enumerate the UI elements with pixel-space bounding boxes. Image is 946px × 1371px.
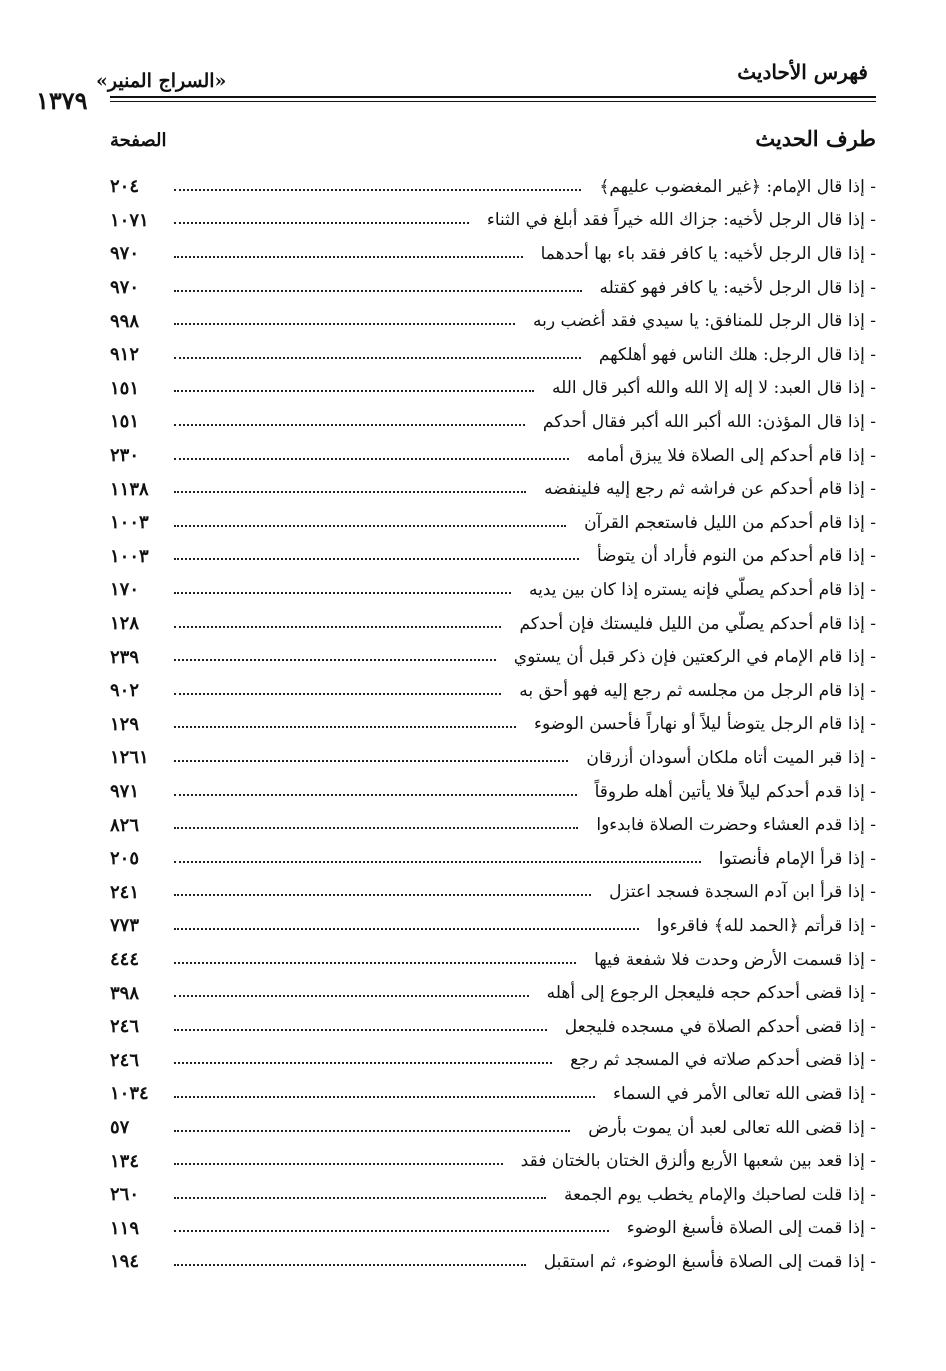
index-entry [110,842,876,876]
dot-leader [174,525,566,527]
dot-leader [174,189,581,191]
page-ref: ٩٩٨ [110,310,140,332]
page-header [0,0,946,115]
index-entry [110,775,876,809]
dot-leader [174,1096,595,1098]
dot-leader [174,357,581,359]
index-entry [110,1212,876,1246]
dot-leader [174,390,534,392]
dot-leader [174,861,701,863]
hadith-text: - إذا قال المؤذن: الله أكبر الله أكبر فقال أحدكم [533,412,876,432]
index-entry [110,237,876,271]
dot-leader [174,794,577,796]
index-entry [110,204,876,238]
dot-leader [174,626,501,628]
dot-leader [174,222,469,224]
dot-leader [174,726,516,728]
page-ref: ١٠٠٣ [110,545,149,567]
hadith-text: - إذا قال العبد: لا إله إلا الله والله أكبر قال الله [542,378,876,398]
dot-leader [174,827,578,829]
index-entry [110,1077,876,1111]
hadith-text: - إذا قام أحدكم من الليل فاستعجم القرآن [574,513,876,533]
page-ref: ١١٣٨ [110,478,149,500]
page-number: ١٣٧٩ [36,86,88,115]
page-ref: ١٥١ [110,377,140,399]
page-ref: ٩٧٠ [110,277,140,299]
hadith-text: - إذا قضى أحدكم الصلاة في مسجده فليجعل [555,1017,876,1037]
page-ref: ٧٧٣ [110,915,140,937]
page-ref: ٩٧١ [110,781,140,803]
section-title: فهرس الأحاديث [737,60,868,84]
page-ref: ٢٠٥ [110,848,140,870]
page-ref: ٣٩٨ [110,982,140,1004]
page-ref: ٢٤١ [110,881,140,903]
page-ref: ٢٤٦ [110,1016,140,1038]
page-ref: ١٢٦١ [110,747,149,769]
dot-leader [174,323,515,325]
hadith-text: - إذا قال الإمام: ﴿غير المغضوب عليهم﴾ [589,176,876,197]
page-ref: ٢٠٤ [110,176,140,198]
dot-leader [174,659,496,661]
hadith-text: - إذا قام أحدكم يصلّي فإنه يستره إذا كان بين يديه [519,580,876,600]
page-ref: ١٠٣٤ [110,1083,149,1105]
hadith-text: - إذا قام أحدكم عن فراشه ثم رجع إليه فلينفضه [534,479,876,499]
book-title: «السراج المنير» [96,70,227,92]
index-entry [110,338,876,372]
hadith-text: - إذا قمت إلى الصلاة فأسبغ الوضوء [617,1218,876,1238]
page-ref: ٢٣٩ [110,646,140,668]
index-entry [110,506,876,540]
dot-leader [174,1264,526,1266]
index-entry [110,976,876,1010]
index-entry [110,808,876,842]
dot-leader [174,995,529,997]
dot-leader [174,458,569,460]
index-entry [110,1111,876,1145]
page-ref: ٢٤٦ [110,1049,140,1071]
dot-leader [174,491,526,493]
page-ref: ٢٣٠ [110,445,140,467]
index-entry [110,573,876,607]
column-heading-page: الصفحة [110,130,167,151]
index-entry [110,1144,876,1178]
hadith-text: - إذا قال الرجل للمنافق: يا سيدي فقد أغضب ربه [523,311,876,331]
page-ref: ٩٧٠ [110,243,140,265]
column-heading-hadith: طرف الحديث [755,126,876,151]
header-rule-thin [110,101,876,102]
hadith-text: - إذا قال الرجل لأخيه: يا كافر فقد باء بها أحدهما [531,244,876,264]
hadith-text: - إذا قرأ الإمام فأنصتوا [709,849,876,869]
dot-leader [174,1029,547,1031]
page-ref: ١٢٩ [110,713,140,735]
hadith-text: - إذا قرأ ابن آدم السجدة فسجد اعتزل [599,882,876,902]
hadith-text: - إذا قام أحدكم من النوم فأراد أن يتوضأ [587,546,876,566]
dot-leader [174,962,576,964]
dot-leader [174,1163,503,1165]
hadith-text: - إذا قدم العشاء وحضرت الصلاة فابدءوا [586,815,876,835]
index-entry [110,1010,876,1044]
hadith-text: - إذا قال الرجل: هلك الناس فهو أهلكهم [589,345,876,365]
hadith-text: - إذا قضى أحدكم صلاته في المسجد ثم رجع [560,1050,876,1070]
dot-leader [174,592,511,594]
page-ref: ١٥١ [110,411,140,433]
hadith-text: - إذا قضى أحدكم حجه فليعجل الرجوع إلى أهله [537,983,876,1003]
hadith-text: - إذا قرأتم ﴿الحمد لله﴾ فاقرءوا [647,915,876,936]
page-ref: ١٩٤ [110,1251,140,1273]
dot-leader [174,1230,609,1232]
index-entry [110,876,876,910]
dot-leader [174,928,639,930]
page-ref: ١٧٠ [110,579,140,601]
dot-leader [174,894,591,896]
page-ref: ١٣٤ [110,1150,140,1172]
index-entry [110,909,876,943]
dot-leader [174,290,582,292]
index-entry [110,1178,876,1212]
dot-leader [174,558,579,560]
dot-leader [174,1197,546,1199]
page-ref: ٨٢٦ [110,814,140,836]
page-ref: ١٠٧١ [110,209,149,231]
page-ref: ١١٩ [110,1217,140,1239]
index-entry [110,170,876,204]
index-entry [110,405,876,439]
index-entry [110,540,876,574]
header-rule-thick [110,96,876,98]
hadith-text: - إذا قسمت الأرض وحدت فلا شفعة فيها [584,950,876,970]
page-ref: ٩٠٢ [110,680,140,702]
index-entry [110,741,876,775]
page-ref: ٩١٢ [110,344,140,366]
hadith-text: - إذا قضى الله تعالى لعبد أن يموت بأرض [578,1118,876,1138]
index-entry [110,943,876,977]
hadith-text: - إذا قال الرجل لأخيه: يا كافر فهو كقتله [590,278,877,298]
hadith-text: - إذا قعد بين شعبها الأربع وألزق الختان بالختان فقد [511,1151,876,1171]
hadith-text: - إذا قدم أحدكم ليلاً فلا يأتين أهله طروقاً [585,782,876,802]
page-ref: ٥٧ [110,1117,130,1139]
dot-leader [174,256,523,258]
index-entry [110,372,876,406]
dot-leader [174,760,568,762]
index-entry [110,1044,876,1078]
index-entry [110,708,876,742]
index-entry [110,472,876,506]
index-entry [110,304,876,338]
dot-leader [174,1130,570,1132]
index-entry [110,1245,876,1279]
hadith-text: - إذا قام الرجل يتوضأ ليلاً أو نهاراً فأحسن الوضوء [524,714,876,734]
index-entry [110,640,876,674]
hadith-text: - إذا قام أحدكم يصلّي من الليل فليستك فإن أحدكم [509,614,876,634]
hadith-text: - إذا قمت إلى الصلاة فأسبغ الوضوء، ثم استقبل [534,1252,876,1272]
page-ref: ١٠٠٣ [110,512,149,534]
dot-leader [174,693,501,695]
dot-leader [174,1062,552,1064]
index-entry [110,271,876,305]
hadith-text: - إذا قال الرجل لأخيه: جزاك الله خيراً فقد أبلغ في الثناء [477,210,876,230]
index-entry [110,439,876,473]
page-ref: ١٢٨ [110,613,140,635]
page-ref: ٢٦٠ [110,1184,140,1206]
hadith-text: - إذا قلت لصاحبك والإمام يخطب يوم الجمعة [554,1185,876,1205]
hadith-text: - إذا قضى الله تعالى الأمر في السماء [603,1084,876,1104]
index-entry [110,674,876,708]
hadith-text: - إذا قام الإمام في الركعتين فإن ذكر قبل أن يستوي [504,647,876,667]
index-entry [110,607,876,641]
hadith-text: - إذا قبر الميت أتاه ملكان أسودان أزرقان [576,748,876,768]
page-ref: ٤٤٤ [110,949,140,971]
dot-leader [174,424,525,426]
hadith-text: - إذا قام الرجل من مجلسه ثم رجع إليه فهو أحق به [509,681,876,701]
hadith-text: - إذا قام أحدكم إلى الصلاة فلا يبزق أمامه [577,446,876,466]
